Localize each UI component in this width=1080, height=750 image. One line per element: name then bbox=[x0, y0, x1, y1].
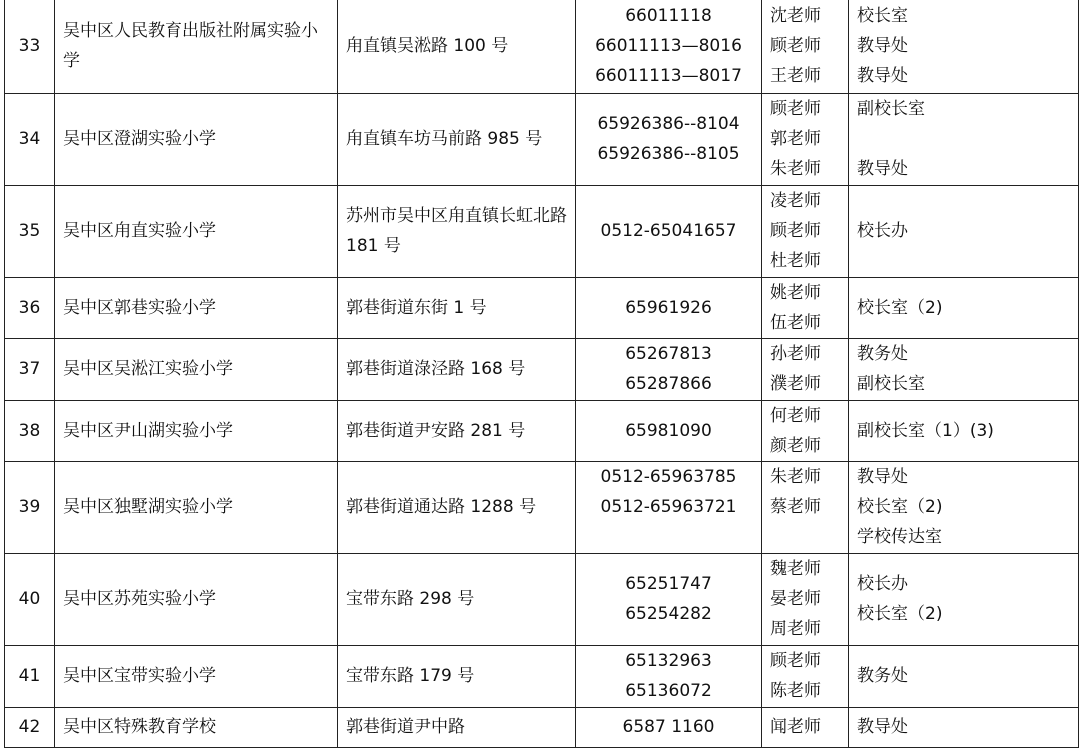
contact-name: 顾老师 bbox=[770, 651, 821, 671]
contact-name: 姚老师 bbox=[770, 282, 821, 303]
phone-number: 65961926 bbox=[625, 297, 712, 318]
school-address: 甪直镇车坊马前路 985 号 bbox=[338, 93, 576, 185]
office-name: 教导处 bbox=[857, 36, 908, 57]
office-name: 副校长室 bbox=[857, 374, 925, 394]
contact-persons bbox=[762, 461, 849, 553]
table-row bbox=[5, 93, 1079, 185]
school-address: 苏州市吴中区甪直镇长虹北路181 号 bbox=[338, 185, 576, 277]
office-name: 教导处 bbox=[857, 467, 908, 487]
contact-persons bbox=[762, 93, 849, 185]
school-name: 吴中区尹山湖实验小学 bbox=[55, 400, 338, 461]
contact-persons bbox=[762, 645, 849, 707]
office-names bbox=[849, 93, 1079, 185]
school-address: 郭巷街道尹中路 bbox=[338, 707, 576, 747]
contact-name: 颜老师 bbox=[770, 435, 821, 456]
contact-name: 凌老师 bbox=[770, 191, 821, 211]
office-name bbox=[857, 124, 1070, 154]
contact-persons bbox=[762, 400, 849, 461]
office-names bbox=[849, 645, 1079, 707]
office-name: 校长室（2) bbox=[857, 604, 943, 624]
phone-numbers bbox=[576, 461, 762, 553]
phone-number: 65251747 bbox=[625, 574, 712, 594]
contact-name: 伍老师 bbox=[770, 312, 821, 333]
office-name: 教务处 bbox=[857, 344, 908, 364]
table-row bbox=[5, 553, 1079, 645]
contact-persons bbox=[762, 707, 849, 747]
phone-number: 6587 1160 bbox=[622, 717, 715, 737]
school-address: 郭巷街道尹安路 281 号 bbox=[338, 400, 576, 461]
contact-name: 顾老师 bbox=[770, 221, 821, 241]
office-names bbox=[849, 461, 1079, 553]
office-name: 副校长室（1）(3) bbox=[857, 420, 994, 441]
contact-name: 朱老师 bbox=[770, 159, 821, 179]
phone-number: 0512-65041657 bbox=[600, 221, 737, 241]
phone-number: 65287866 bbox=[625, 374, 712, 394]
table-row bbox=[5, 400, 1079, 461]
phone-number: 65132963 bbox=[625, 651, 712, 671]
contact-persons bbox=[762, 0, 849, 93]
table-row bbox=[5, 338, 1079, 400]
phone-number: 66011113—8016 bbox=[595, 36, 742, 57]
office-names bbox=[849, 0, 1079, 93]
contact-persons bbox=[762, 277, 849, 338]
phone-numbers bbox=[576, 645, 762, 707]
school-name: 吴中区吴淞江实验小学 bbox=[55, 338, 338, 400]
phone-numbers bbox=[576, 400, 762, 461]
school-name: 吴中区宝带实验小学 bbox=[55, 645, 338, 707]
contact-name: 朱老师 bbox=[770, 466, 821, 487]
office-name: 教务处 bbox=[857, 666, 908, 686]
contact-name: 王老师 bbox=[770, 66, 821, 87]
office-name: 教导处 bbox=[857, 159, 908, 179]
school-name: 吴中区特殊教育学校 bbox=[55, 707, 338, 747]
school-name: 吴中区郭巷实验小学 bbox=[55, 277, 338, 338]
contact-name: 濮老师 bbox=[770, 374, 821, 394]
school-address: 郭巷街道通达路 1288 号 bbox=[338, 461, 576, 553]
row-number: 42 bbox=[5, 707, 55, 747]
contact-name: 何老师 bbox=[770, 405, 821, 426]
row-number: 40 bbox=[5, 553, 55, 645]
contact-name: 顾老师 bbox=[770, 99, 821, 119]
row-number: 37 bbox=[5, 338, 55, 400]
school-name: 吴中区独墅湖实验小学 bbox=[55, 461, 338, 553]
office-names bbox=[849, 707, 1079, 747]
school-address: 郭巷街道淥泾路 168 号 bbox=[338, 338, 576, 400]
office-name: 副校长室 bbox=[857, 99, 925, 119]
school-address: 甪直镇吴淞路 100 号 bbox=[338, 0, 576, 93]
school-name: 吴中区人民教育出版社附属实验小学 bbox=[55, 0, 338, 93]
school-address: 宝带东路 179 号 bbox=[338, 645, 576, 707]
school-address: 宝带东路 298 号 bbox=[338, 553, 576, 645]
row-number: 34 bbox=[5, 93, 55, 185]
contact-name: 周老师 bbox=[770, 619, 821, 639]
phone-numbers bbox=[576, 185, 762, 277]
office-name: 校长室 bbox=[857, 6, 908, 27]
contact-name: 郭老师 bbox=[770, 129, 821, 149]
phone-number: 66011118 bbox=[625, 6, 712, 27]
school-contact-table bbox=[4, 0, 1079, 748]
row-number: 38 bbox=[5, 400, 55, 461]
row-number: 35 bbox=[5, 185, 55, 277]
office-names bbox=[849, 553, 1079, 645]
contact-name: 杜老师 bbox=[770, 251, 821, 271]
school-address: 郭巷街道东街 1 号 bbox=[338, 277, 576, 338]
phone-number: 0512-65963721 bbox=[600, 496, 737, 517]
row-number: 33 bbox=[5, 0, 55, 93]
office-name: 校长室（2) bbox=[857, 497, 943, 517]
office-names bbox=[849, 277, 1079, 338]
row-number: 41 bbox=[5, 645, 55, 707]
office-name: 教导处 bbox=[857, 717, 908, 737]
phone-numbers bbox=[576, 553, 762, 645]
table-row bbox=[5, 185, 1079, 277]
office-name: 教导处 bbox=[857, 66, 908, 87]
phone-number: 65254282 bbox=[625, 604, 712, 624]
office-names bbox=[849, 400, 1079, 461]
office-names bbox=[849, 338, 1079, 400]
phone-number: 65981090 bbox=[625, 420, 712, 441]
contact-name: 魏老师 bbox=[770, 559, 821, 579]
school-name: 吴中区甪直实验小学 bbox=[55, 185, 338, 277]
contact-name: 沈老师 bbox=[770, 6, 821, 27]
phone-number: 65267813 bbox=[625, 344, 712, 364]
office-names bbox=[849, 185, 1079, 277]
table-row bbox=[5, 461, 1079, 553]
contact-name: 蔡老师 bbox=[770, 496, 821, 517]
contact-persons bbox=[762, 185, 849, 277]
table-body bbox=[5, 0, 1079, 747]
contact-name: 孙老师 bbox=[770, 344, 821, 364]
school-name: 吴中区苏苑实验小学 bbox=[55, 553, 338, 645]
contact-name: 闻老师 bbox=[770, 717, 821, 737]
contact-name: 顾老师 bbox=[770, 36, 821, 57]
phone-numbers bbox=[576, 707, 762, 747]
phone-number: 0512-65963785 bbox=[600, 466, 737, 487]
phone-number: 65136072 bbox=[625, 681, 712, 701]
row-number: 39 bbox=[5, 461, 55, 553]
contact-persons bbox=[762, 338, 849, 400]
phone-number: 66011113—8017 bbox=[595, 66, 742, 87]
phone-numbers bbox=[576, 93, 762, 185]
contact-name: 晏老师 bbox=[770, 589, 821, 609]
office-name: 学校传达室 bbox=[857, 527, 942, 547]
phone-numbers bbox=[576, 0, 762, 93]
phone-number: 65926386--8104 bbox=[597, 114, 740, 134]
office-name: 校长办 bbox=[857, 221, 908, 241]
contact-name: 陈老师 bbox=[770, 681, 821, 701]
school-name: 吴中区澄湖实验小学 bbox=[55, 93, 338, 185]
phone-numbers bbox=[576, 277, 762, 338]
row-number: 36 bbox=[5, 277, 55, 338]
office-name: 校长办 bbox=[857, 574, 908, 594]
office-name: 校长室（2) bbox=[857, 297, 943, 318]
contact-persons bbox=[762, 553, 849, 645]
table-row bbox=[5, 645, 1079, 707]
table-row bbox=[5, 277, 1079, 338]
phone-numbers bbox=[576, 338, 762, 400]
table-row bbox=[5, 707, 1079, 747]
phone-number: 65926386--8105 bbox=[597, 144, 740, 164]
table-row bbox=[5, 0, 1079, 93]
